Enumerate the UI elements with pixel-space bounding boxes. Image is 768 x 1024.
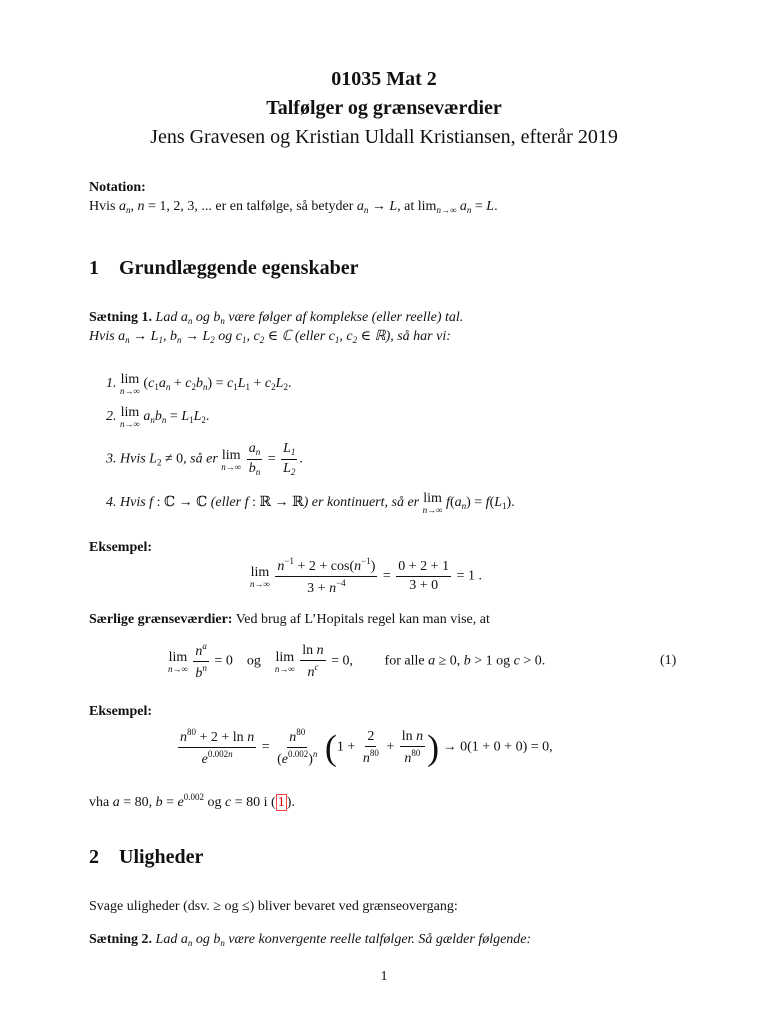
- theorem-text: (eller: [294, 329, 326, 344]
- vha-text: i: [263, 795, 268, 810]
- page-title: Talfølger og grænseværdier: [266, 97, 502, 119]
- special-limits-equation: lim n→∞ $\frac{n^a}{b^n}$ = 0 og lim n→∞ $\frac{\text{ln n}}{n^c}$ = 0, for alle a ≥ 0, b > 1 og c > 0.: [168, 641, 546, 681]
- item-number: 3.: [106, 451, 117, 467]
- special-limits-line: [89, 611, 490, 629]
- special-limits-for: for alle: [384, 653, 425, 669]
- theorem-1-line-1: Sætning 1. Lad $a_n$ og $b_n$ være følger af komplekse (eller reelle) tal.: [89, 310, 464, 326]
- theorem-text: være følger af komplekse (eller reelle) tal.: [228, 310, 464, 325]
- special-limits-text: Ved brug af L’Hopitals regel kan man vise, at: [235, 612, 490, 627]
- section-2-intro: Svage uligheder (dsv. ≥ og ≤) bliver bevaret ved grænseovergang:: [89, 899, 458, 914]
- vha-line: vha a = 80, $b = e^{0.002}$ og c = 80 i ( 1 ).: [89, 792, 295, 810]
- equation-reference-link[interactable]: 1: [277, 795, 285, 810]
- item-text: , så er: [183, 451, 218, 467]
- theorem-text: Lad: [155, 310, 178, 325]
- theorem-1-label: Sætning 1.: [89, 310, 153, 325]
- theorem-2-text: og b: [195, 932, 221, 947]
- notation-text-part: Hvis: [89, 199, 119, 214]
- notation-heading: Notation:: [89, 180, 146, 195]
- page-number: 1: [380, 969, 388, 984]
- theorem-text: Hvis: [89, 329, 115, 344]
- theorem-text: og: [218, 329, 233, 344]
- theorem-2-text: Lad a: [155, 932, 188, 947]
- theorem-2-label: Sætning 2.: [89, 932, 153, 947]
- item-number: 2.: [106, 409, 117, 425]
- theorem-text: ), så har vi:: [385, 329, 451, 344]
- section-2-number: 2: [89, 846, 99, 868]
- authors-line: Jens Gravesen og Kristian Uldall Kristiansen, efterår 2019: [150, 126, 618, 148]
- theorem-text: og: [195, 310, 210, 325]
- example-2-equation: $\frac{n^{80} + 2 + \ln n}{e^{0.002n}}$ = $\frac{n^{80}}{(e^{0.002})^n}$ (1 + $\frac{2}{n^{80}}$ + $\frac{\text{ln n}}{n^{80}}$ ) → 0(1 + 0 + 0) = 0,: [180, 727, 553, 768]
- section-1-heading: [89, 257, 358, 280]
- section-2-heading: [89, 846, 203, 869]
- vha-text: og: [207, 795, 222, 810]
- item-number: 4.: [106, 495, 117, 511]
- special-limits-og: og: [246, 653, 261, 669]
- example-2-label: Eksempel:: [89, 704, 152, 719]
- theorem-1-item-1: 1. lim n→∞ $(c_1a_n + c_2b_n) = c_1L_1 + c_2L_2$.: [106, 372, 292, 396]
- item-number: 1.: [106, 376, 117, 392]
- theorem-2-line: Sætning 2. Lad $a_n$ og $b_n$ være konvergente reelle talfølger. Så gælder følgende:: [89, 932, 532, 948]
- item-text: Hvis: [120, 495, 146, 511]
- example-1-label: Eksempel:: [89, 540, 152, 555]
- theorem-1-item-3: 3. Hvis $L_2 \ne 0$, så er lim n→∞ $\frac{a_n}{b_n}$ = $\frac{L_1}{L_2}$ .: [106, 441, 303, 477]
- theorem-1-item-2: 2. lim n→∞ $a_nb_n = L_1L_2$.: [106, 405, 210, 429]
- vha-text: vha: [89, 795, 110, 810]
- equation-number: (1): [660, 653, 677, 668]
- theorem-2-text: være konvergente reelle talfølger. Så gælder følgende:: [228, 932, 532, 947]
- special-limits-label: Særlige grænseværdier:: [89, 612, 233, 627]
- item-text: Hvis: [120, 451, 146, 467]
- notation-text: Hvis $a_n$, n = 1, 2, 3, ... er en talfølge, så betyder $a_n \to L$, at $\lim_{n\to\infty} a_n = L$.: [89, 199, 498, 215]
- course-title: 01035 Mat 2: [331, 68, 437, 90]
- theorem-1-item-4: 4. Hvis f : ℂ → ℂ (eller f : ℝ → ℝ) er kontinuert, så er lim n→∞ $f(a_n) = f(L_1)$.: [106, 491, 515, 515]
- item-text: ) er kontinuert, så er: [303, 495, 420, 511]
- item-text: (eller: [210, 495, 242, 511]
- example-1-equation: lim n→∞ $\frac{n^{-1} + 2 + \cos(n^{-1})}{3 + n^{-4}}$ = $\frac{0 + 2 + 1}{3 + 0}$ = 1 .: [250, 556, 482, 596]
- section-2-title: Uligheder: [119, 846, 204, 868]
- notation-text-part: , at: [397, 199, 418, 214]
- theorem-1-line-2: Hvis $a_n \to L_1$, $b_n \to L_2$ og $c_1$, $c_2$ ∈ ℂ (eller $c_1$, $c_2$ ∈ ℝ), så har vi:: [89, 329, 451, 345]
- section-1-number: 1: [89, 257, 99, 279]
- notation-text-part: er en talfølge, så betyder: [211, 199, 357, 214]
- section-1-title: Grundlæggende egenskaber: [119, 257, 359, 279]
